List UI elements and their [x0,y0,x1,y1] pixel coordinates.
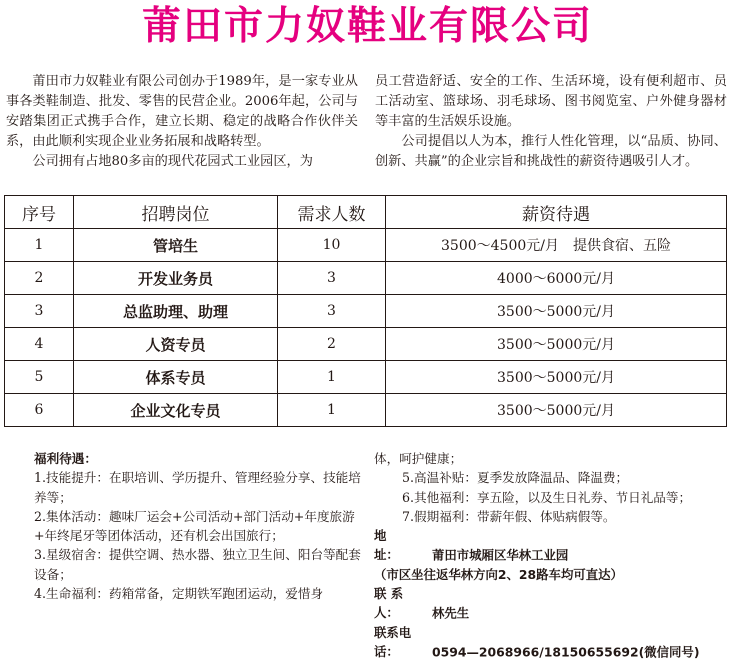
cell-salary: 3500～5000元/月 [386,328,727,361]
table-header-row [5,196,727,229]
benefit-item: 2.集体活动：趣味厂运会+公司活动+部门活动+年度旅游+年终尾牙等团体活动，还有机会出国旅行； [34,508,355,544]
company-intro-right [375,72,727,172]
cell-position: 人资专员 [74,328,278,361]
cell-count: 3 [278,295,386,328]
cell-no: 1 [5,229,74,262]
cell-count: 2 [278,328,386,361]
cell-salary: 3500～4500元/月 提供食宿、五险 [386,229,727,262]
table-row [5,295,727,328]
address-note: （市区坐往返华林方向2、28路车均可直达） [374,566,623,582]
cell-count: 10 [278,229,386,262]
cell-salary: 3500～5000元/月 [386,361,727,394]
address-label: 地 址： [374,528,412,563]
cell-count: 1 [278,394,386,427]
intro-paragraph: 莆田市力奴鞋业有限公司创办于1989年，是一家专业从事各类鞋制造、批发、零售的民营企业。2006年起，公司与安踏集团正式携手合作，建立长期、稳定的战略合作伙伴关系，由此顺利实现企业业务拓展和战略转型。 [6,74,358,149]
cell-salary: 3500～5000元/月 [386,394,727,427]
benefit-item: 6.其他福利：享五险，以及生日礼券、节日礼品等； [402,489,692,505]
benefit-item-continued: 体，呵护健康； [374,451,463,466]
recruitment-table [4,195,727,427]
cell-salary: 3500～5000元/月 [386,295,727,328]
cell-no: 6 [5,394,74,427]
table-row [5,394,727,427]
benefits-right [374,449,732,661]
table-row [5,229,727,262]
contact-person [374,584,732,623]
header-no: 序号 [5,196,74,229]
benefits-heading: 福利待遇： [34,451,97,466]
intro-paragraph: 公司提倡以人为本，推行人性化管理，以“品质、协同、创新、共赢”的企业宗旨和挑战性的薪资待遇吸引人才。 [375,134,727,169]
cell-position: 体系专员 [74,361,278,394]
header-count: 需求人数 [278,196,386,229]
person-label: 联 系 人： [374,586,404,621]
benefit-item: 5.高温补贴：夏季发放降温品、降温费； [402,470,629,486]
cell-count: 3 [278,262,386,295]
header-salary: 薪资待遇 [386,196,727,229]
cell-no: 2 [5,262,74,295]
intro-paragraph-continued: 员工营造舒适、安全的工作、生活环境，设有便利超市、员工活动室、篮球场、羽毛球场、图书阅览室、户外健身器材等丰富的生活娱乐设施。 [375,74,727,129]
benefit-item: 3.星级宿舍：提供空调、热水器、独立卫生间、阳台等配套设备； [34,547,361,582]
benefit-item: 4.生命福利：药箱常备，定期铁军跑团运动，爱惜身 [34,586,324,602]
cell-count: 1 [278,361,386,394]
benefit-item: 1.技能提升：在职培训、学历提升、管理经验分享、技能培养等； [34,470,361,505]
contact-address [374,526,732,565]
cell-position: 总监助理、助理 [74,295,278,328]
benefit-item: 7.假期福利：带薪年假、体贴病假等。 [402,508,616,524]
cell-position: 企业文化专员 [74,394,278,427]
cell-salary: 4000～6000元/月 [386,262,727,295]
company-intro-left [6,72,358,172]
benefits-left [34,449,362,603]
header-position: 招聘岗位 [74,196,278,229]
address-value: 莆田市城厢区华林工业园 [432,547,569,563]
phone-value: 0594—2068966/18150655692(微信同号) [432,643,700,659]
phone-label: 联系电话： [374,624,412,659]
contact-phone [374,623,732,661]
cell-no: 5 [5,361,74,394]
page-title: 莆田市力奴鞋业有限公司 [141,4,593,49]
person-value: 林先生 [432,605,470,621]
cell-no: 3 [5,295,74,328]
intro-paragraph: 公司拥有占地80多亩的现代花园式工业园区，为 [32,154,313,169]
cell-position: 管培生 [74,229,278,262]
table-row [5,361,727,394]
cell-position: 开发业务员 [74,262,278,295]
cell-no: 4 [5,328,74,361]
table-row [5,328,727,361]
table-row [5,262,727,295]
